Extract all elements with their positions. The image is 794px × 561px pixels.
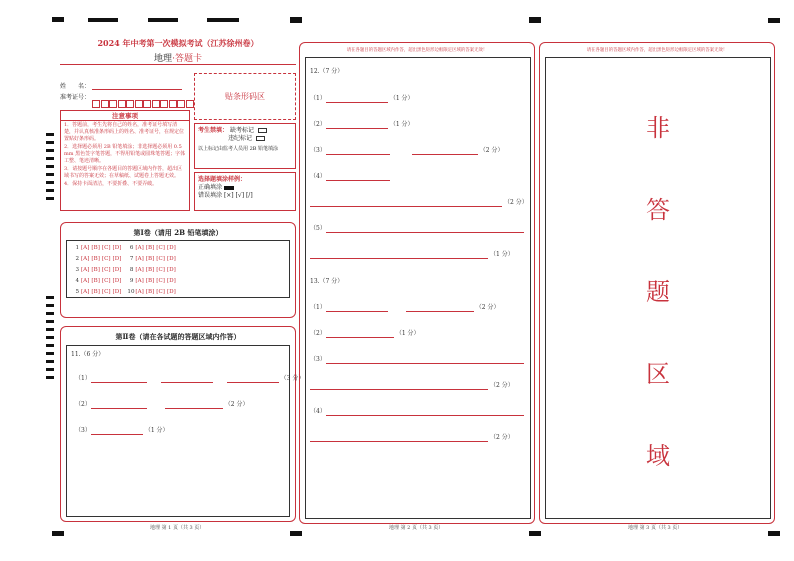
non-answer-char: 域 [646, 442, 670, 470]
option-b[interactable]: [B] [145, 267, 155, 273]
points-label: （2 分） [490, 434, 514, 441]
page2-top-note: 请在各题目的答题区域内作答，超出黑色矩形边框限定区域的答案无效！ [346, 48, 488, 53]
q12-line3[interactable] [310, 147, 503, 155]
cheat-label: 违纪标记 [228, 135, 253, 142]
q12-line4[interactable] [310, 173, 390, 181]
page3-footer: 地理 第 3 页（共 3 页） [628, 525, 683, 531]
choice-row[interactable] [73, 277, 178, 285]
option-d[interactable]: [D] [166, 289, 176, 295]
q11-line2[interactable] [75, 401, 248, 409]
notice-box [60, 110, 190, 211]
option-d[interactable]: [D] [166, 256, 176, 262]
option-b[interactable]: [B] [91, 256, 100, 262]
choice-row[interactable] [73, 255, 178, 263]
option-c[interactable]: [C] [101, 289, 111, 295]
timing-mark [46, 197, 54, 200]
answer-blank[interactable] [161, 377, 213, 383]
points-label: （1 分） [144, 427, 169, 434]
part1-grid [66, 240, 290, 298]
notice-title: 注意事项 [61, 111, 189, 121]
q12-head: 12.（7 分） [310, 68, 344, 75]
option-d[interactable]: [D] [112, 245, 122, 251]
option-a[interactable]: [A] [135, 289, 144, 295]
option-b[interactable]: [B] [91, 278, 100, 284]
option-d[interactable]: [D] [112, 256, 122, 262]
timing-mark [46, 149, 54, 152]
q-label: （1） [310, 304, 326, 311]
option-c[interactable]: [C] [156, 278, 165, 284]
timing-mark [46, 352, 54, 355]
digit-box[interactable] [118, 100, 126, 108]
points-label: （1 分） [395, 330, 420, 337]
exam-mark-note: 以上标记由监考人员用 2B 铅笔填涂 [198, 146, 279, 152]
registration-mark [529, 17, 541, 23]
points-label: （2 分） [490, 382, 514, 389]
option-a[interactable]: [A] [81, 245, 90, 251]
question-number: 7 [129, 256, 134, 262]
option-b[interactable]: [B] [91, 289, 100, 295]
name-field[interactable] [92, 89, 182, 90]
answer-blank[interactable] [227, 377, 279, 383]
digit-box[interactable] [101, 100, 109, 108]
answer-blank[interactable] [326, 227, 524, 233]
option-a[interactable]: [A] [81, 278, 90, 284]
option-b[interactable]: [B] [145, 278, 155, 284]
absent-checkbox[interactable] [258, 128, 267, 133]
question-number: 5 [75, 289, 79, 295]
part1-panel [60, 222, 296, 318]
timing-mark [46, 133, 54, 136]
barcode-label: 贴条形码区 [225, 92, 265, 101]
timing-mark [46, 312, 54, 315]
q11-line1[interactable] [75, 375, 304, 383]
q12-line1[interactable] [310, 95, 414, 103]
answer-blank[interactable] [412, 149, 478, 155]
digit-box[interactable] [143, 100, 151, 108]
option-c[interactable]: [C] [101, 278, 111, 284]
answer-blank[interactable] [406, 306, 474, 312]
q-label: （3） [310, 147, 326, 154]
page2-answer-box [305, 57, 531, 519]
timing-mark [46, 336, 54, 339]
page3-top-note: 请在各题目的答题区域内作答，超出黑色矩形边框限定区域的答案无效！ [586, 48, 728, 53]
part1-title: 第Ⅰ卷（请用 2B 铅笔填涂） [133, 228, 223, 237]
separator-dot: · [172, 54, 175, 64]
answer-blank[interactable] [326, 97, 388, 103]
option-c[interactable]: [C] [156, 289, 165, 295]
timing-mark [46, 344, 54, 347]
option-a[interactable]: [A] [135, 278, 144, 284]
answer-blank[interactable] [326, 175, 390, 181]
header-divider [60, 64, 296, 65]
q12-line4b[interactable] [310, 199, 528, 207]
answer-blank[interactable] [91, 429, 143, 435]
non-answer-area [545, 57, 771, 519]
notice-item: 2．选择题必须用 2B 铅笔填涂；非选择题必须用 0.5 mm 黑色签字笔答题，不得用铅笔或圆珠笔答题；字体工整、笔迹清晰。 [64, 144, 186, 164]
registration-mark [529, 531, 541, 536]
q11-line3[interactable] [75, 427, 169, 435]
name-label: 姓 名： [60, 83, 91, 90]
digit-box[interactable] [92, 100, 100, 108]
notice-item: 3．请按题号顺序在各题目的答题区域内作答，超出区域书写的答案无效；在草稿纸、试题卷上答题无效。 [64, 166, 183, 179]
option-a[interactable]: [A] [81, 256, 90, 262]
q11-box [66, 345, 305, 517]
notice-item: 1．答题前，考生先将自己的姓名，准考证号填写清楚，并认真核准条形码上的姓名、准考证号，在规定位置贴好条形码。 [64, 122, 185, 142]
question-number: 3 [75, 267, 79, 273]
points-label: （1 分） [389, 121, 414, 128]
choice-row[interactable] [73, 244, 178, 252]
cheat-checkbox[interactable] [256, 136, 265, 141]
registration-mark [768, 531, 780, 536]
timing-mark [46, 157, 54, 160]
wrong-fill-label: 错误填涂 [198, 192, 223, 199]
question-number: 1 [75, 245, 79, 251]
part2-title: 第Ⅱ卷（请在各试题的答题区域内作答） [115, 332, 241, 341]
points-label: （2 分） [475, 304, 500, 311]
non-answer-char: 非 [646, 114, 670, 142]
question-number: 2 [75, 256, 79, 262]
timing-mark [46, 304, 54, 307]
card-label: 答题卡 [174, 54, 202, 64]
question-number: 9 [129, 278, 134, 284]
non-answer-char: 题 [646, 278, 670, 306]
option-c[interactable]: [C] [156, 256, 165, 262]
option-d[interactable]: [D] [166, 245, 176, 251]
digit-box[interactable] [160, 100, 168, 108]
q12-line2[interactable] [310, 121, 414, 129]
digit-box[interactable] [152, 100, 160, 108]
q-label: （2） [310, 121, 326, 128]
digit-box[interactable] [126, 100, 134, 108]
page3-panel [539, 42, 775, 524]
q13-line1[interactable] [310, 304, 499, 312]
exam-mark-label: 考生禁填： [198, 127, 229, 134]
option-b[interactable]: [B] [145, 256, 155, 262]
option-b[interactable]: [B] [91, 267, 100, 273]
registration-mark [290, 17, 302, 23]
q13-line3b[interactable] [310, 382, 514, 390]
q11-head: 11.（6 分） [71, 351, 105, 358]
non-answer-char: 答 [646, 196, 670, 224]
timing-mark [46, 189, 54, 192]
points-label: （2 分） [479, 147, 504, 154]
option-b[interactable]: [B] [145, 289, 155, 295]
card-subtitle [60, 51, 296, 64]
registration-mark [148, 18, 178, 22]
wrong-fill-sample: [×] [√] [/] [223, 192, 253, 199]
timing-mark [46, 296, 54, 299]
q-label: （2） [75, 401, 91, 408]
q13-head: 13.（7 分） [310, 278, 344, 285]
registration-mark [290, 531, 302, 536]
option-a[interactable]: [A] [135, 245, 144, 251]
fill-sample-title: 选择题填涂样例： [198, 176, 247, 183]
registration-mark [768, 18, 780, 23]
card-title: 2024 年中考第一次模拟考试（江苏徐州卷） [97, 38, 259, 48]
question-number: 8 [129, 267, 134, 273]
correct-fill-sample [224, 186, 234, 190]
q-label: （1） [75, 375, 91, 382]
subject-label: 地理 [154, 54, 173, 64]
option-b[interactable]: [B] [91, 245, 100, 251]
correct-fill-label: 正确填涂 [198, 184, 223, 191]
q12-line5b[interactable] [310, 251, 514, 259]
timing-mark [46, 141, 54, 144]
q13-line4[interactable] [310, 408, 524, 416]
option-a[interactable]: [A] [135, 256, 144, 262]
option-c[interactable]: [C] [156, 245, 165, 251]
q-label: （3） [310, 356, 326, 363]
page2-panel [299, 42, 535, 524]
answer-blank[interactable] [310, 384, 488, 390]
digit-box[interactable] [186, 100, 194, 108]
digit-box[interactable] [169, 100, 177, 108]
q13-line2[interactable] [310, 330, 420, 338]
answer-blank[interactable] [310, 253, 488, 259]
timing-mark [46, 376, 54, 379]
answer-blank[interactable] [326, 149, 390, 155]
q12-line5[interactable] [310, 225, 524, 233]
points-label: （1 分） [389, 95, 414, 102]
answer-blank[interactable] [165, 403, 223, 409]
option-c[interactable]: [C] [156, 267, 165, 273]
option-c[interactable]: [C] [101, 245, 111, 251]
choice-row[interactable] [73, 288, 178, 296]
option-a[interactable]: [A] [135, 267, 144, 273]
option-c[interactable]: [C] [101, 267, 111, 273]
question-number: 10 [127, 289, 135, 295]
q-label: （4） [310, 408, 326, 415]
timing-mark [46, 165, 54, 168]
id-label: 准考证号： [60, 94, 91, 101]
q13-line4b[interactable] [310, 434, 514, 442]
q-label: （4） [310, 173, 326, 180]
answer-blank[interactable] [91, 377, 147, 383]
page1-footer: 地理 第 1 页（共 3 页） [150, 525, 205, 531]
answer-blank[interactable] [91, 403, 147, 409]
digit-box[interactable] [135, 100, 143, 108]
timing-mark [46, 181, 54, 184]
timing-mark [46, 368, 54, 371]
timing-mark [46, 173, 54, 176]
absent-label: 缺考标记 [229, 127, 254, 134]
option-d[interactable]: [D] [166, 267, 176, 273]
answer-blank[interactable] [326, 358, 524, 364]
points-label: （2 分） [224, 401, 249, 408]
points-label: （1 分） [490, 251, 514, 258]
answer-blank[interactable] [310, 436, 488, 442]
registration-mark [207, 18, 239, 22]
question-number: 4 [75, 278, 79, 284]
option-a[interactable]: [A] [81, 267, 90, 273]
question-number: 6 [129, 245, 134, 251]
q13-line3[interactable] [310, 356, 524, 364]
answer-blank[interactable] [326, 332, 394, 338]
non-answer-char: 区 [646, 360, 670, 388]
timing-mark [46, 320, 54, 323]
option-d[interactable]: [D] [166, 278, 176, 284]
answer-blank[interactable] [310, 201, 502, 207]
exam-mark-box [194, 123, 296, 169]
digit-box[interactable] [109, 100, 117, 108]
option-b[interactable]: [B] [145, 245, 155, 251]
option-d[interactable]: [D] [112, 278, 122, 284]
page2-footer: 地理 第 2 页（共 3 页） [389, 525, 444, 531]
points-label: （2 分） [504, 199, 528, 206]
option-a[interactable]: [A] [81, 289, 90, 295]
notice-item: 4．保持卡面清洁，不要折叠、不要弄破。 [64, 181, 158, 187]
timing-mark [46, 328, 54, 331]
q-label: （3） [75, 427, 91, 434]
registration-mark [88, 18, 118, 22]
points-label: （3 分） [280, 375, 305, 382]
answer-blank[interactable] [326, 123, 388, 129]
registration-mark [52, 17, 64, 22]
option-d[interactable]: [D] [112, 289, 122, 295]
choice-row[interactable] [73, 266, 178, 274]
digit-box[interactable] [177, 100, 185, 108]
option-d[interactable]: [D] [112, 267, 122, 273]
answer-blank[interactable] [326, 306, 388, 312]
timing-mark [46, 360, 54, 363]
q-label: （2） [310, 330, 326, 337]
answer-blank[interactable] [326, 410, 524, 416]
fill-sample-box [194, 172, 296, 211]
part2-panel [60, 326, 305, 522]
option-c[interactable]: [C] [101, 256, 111, 262]
q-label: （5） [310, 225, 326, 232]
barcode-area[interactable] [194, 73, 296, 120]
q-label: （1） [310, 95, 326, 102]
registration-mark [52, 531, 64, 536]
